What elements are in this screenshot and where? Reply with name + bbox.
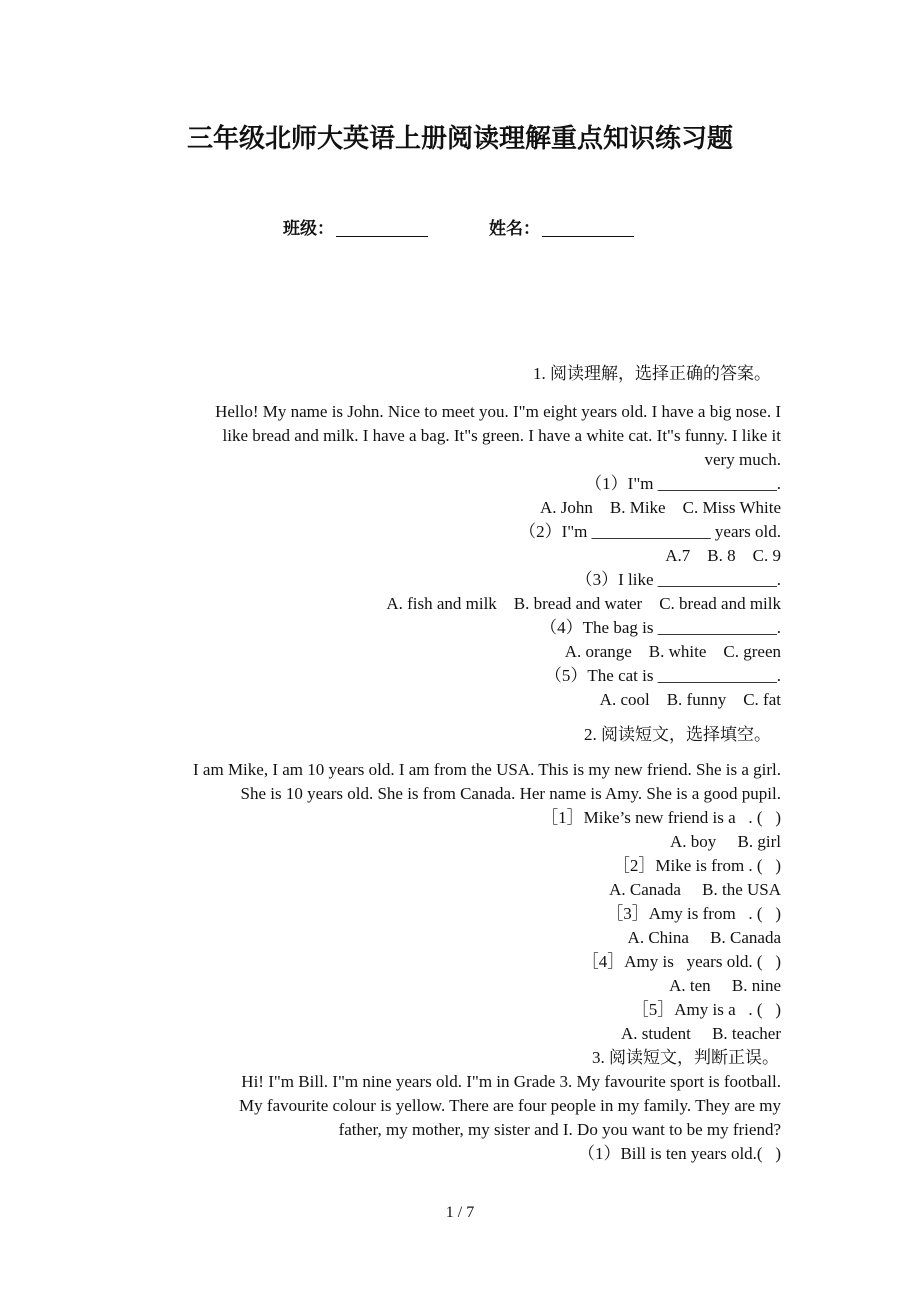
section1-passage-line: very much. — [704, 450, 781, 469]
options: A. orange B. white C. green — [564, 642, 781, 661]
name-blank — [542, 220, 634, 237]
options: A. fish and milk B. bread and water C. bread and milk — [386, 594, 781, 613]
options: A. China B. Canada — [627, 928, 781, 947]
class-label: 班级： — [283, 219, 334, 239]
class-field — [283, 214, 428, 239]
section3-passage-line: Hi! I"m Bill. I"m nine years old. I"m in Grade 3. My favourite sport is football. — [241, 1072, 781, 1091]
section1-heading: 1. 阅读理解，选择正确的答案。 — [533, 364, 771, 383]
question: （5）The cat is ______________. — [544, 666, 781, 685]
section2-passage-line: I am Mike, I am 10 years old. I am from the USA. This is my new friend. She is a girl. — [193, 760, 781, 779]
section3-heading: 3. 阅读短文，判断正误。 — [592, 1048, 779, 1067]
section3-passage-line: My favourite colour is yellow. There are four people in my family. They are my — [239, 1096, 781, 1115]
question: ［4］Amy is years old. ( ) — [581, 952, 781, 971]
options: A. cool B. funny C. fat — [599, 690, 781, 709]
question: （1）I"m ______________. — [585, 474, 781, 493]
options: A. boy B. girl — [670, 832, 781, 851]
options: A. John B. Mike C. Miss White — [539, 498, 781, 517]
question: ［5］Amy is a . ( ) — [631, 1000, 781, 1019]
question: （3）I like ______________. — [575, 570, 781, 589]
question: ［2］Mike is from . ( ) — [612, 856, 781, 875]
section3-passage-line: father, my mother, my sister and I. Do you want to be my friend? — [338, 1120, 781, 1139]
question: ［1］Mike’s new friend is a . ( ) — [541, 808, 781, 827]
question: （1）Bill is ten years old.( ) — [577, 1144, 781, 1163]
section1-passage-line: like bread and milk. I have a bag. It"s green. I have a white cat. It"s funny. I like it — [222, 426, 781, 445]
options: A. Canada B. the USA — [609, 880, 781, 899]
options: A. ten B. nine — [669, 976, 781, 995]
name-label: 姓名： — [489, 219, 540, 239]
page-title: 三年级北师大英语上册阅读理解重点知识练习题 — [186, 124, 733, 154]
options: A.7 B. 8 C. 9 — [665, 546, 781, 565]
question: ［3］Amy is from . ( ) — [606, 904, 781, 923]
question: （4）The bag is ______________. — [540, 618, 781, 637]
worksheet-content — [120, 362, 781, 1166]
section2-heading: 2. 阅读短文，选择填空。 — [584, 725, 771, 744]
page-number: 1 / 7 — [445, 1204, 475, 1221]
section2-passage-line: She is 10 years old. She is from Canada. Her name is Amy. She is a good pupil. — [240, 784, 781, 803]
options: A. student B. teacher — [620, 1024, 781, 1043]
name-field — [489, 214, 634, 239]
question: （2）I"m ______________ years old. — [519, 522, 781, 541]
section1-passage-line: Hello! My name is John. Nice to meet you. I"m eight years old. I have a big nose. I — [215, 402, 781, 421]
class-blank — [336, 220, 428, 237]
